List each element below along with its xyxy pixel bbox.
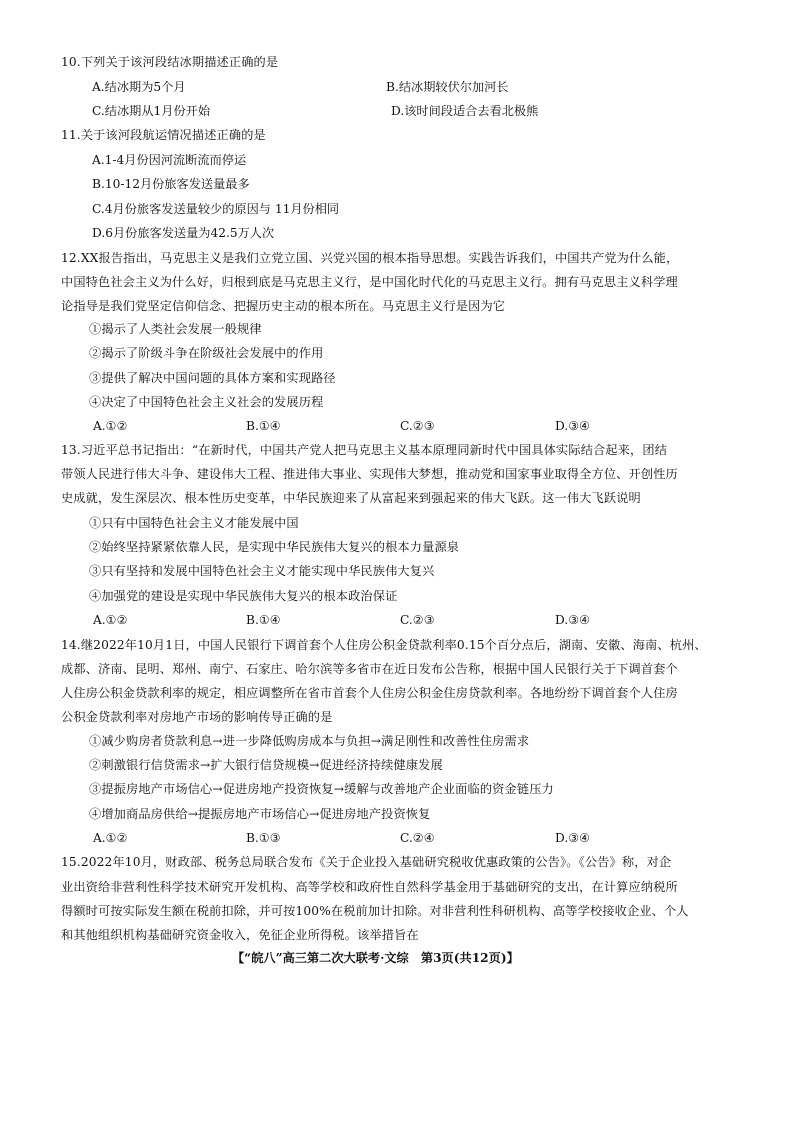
q12-item-1: ①揭示了人类社会发展一般规律 [89, 322, 262, 336]
q13-stem-line-3: 史成就，发生深层次、根本性历史变革，中华民族迎来了从富起来到强起来的伟大飞跃。这一伟大飞跃说明 [61, 491, 641, 505]
q13-item-1: ①只有中国特色社会主义才能发展中国 [89, 516, 299, 530]
q12-item-4: ④决定了中国特色社会主义社会的发展历程 [89, 395, 324, 409]
q14-stem-line-4: 公积金贷款利率对房地产市场的影响传导正确的是 [61, 710, 333, 724]
q13-option-a: A.①② [93, 613, 128, 627]
q12-stem-line-3: 论指导是我们党坚定信仰信念、把握历史主动的根本所在。马克思主义行是因为它 [61, 299, 506, 313]
q10-option-d: D.该时间段适合去看北极熊 [391, 104, 539, 118]
q15-stem-line-1: 15.2022年10月，财政部、税务总局联合发布《关于企业投入基础研究税收优惠政策的公告》。《公告》称，对企 [61, 855, 672, 869]
q11-option-a: A.1-4月份因河流断流而停运 [92, 153, 247, 167]
q13-item-3: ③只有坚持和发展中国特色社会主义才能实现中华民族伟大复兴 [89, 564, 435, 578]
q12-option-d: D.③④ [555, 419, 591, 433]
q11-option-c: C.4月份旅客发送量较少的原因与 11月份相同 [92, 202, 340, 216]
q13-item-4: ④加强党的建设是实现中华民族伟大复兴的根本政治保证 [89, 589, 398, 603]
q12-stem-line-2: 中国特色社会主义为什么好，归根到底是马克思主义行，是中国化时代化的马克思主义行。拥有马克思主义科学理 [61, 275, 678, 289]
q14-option-a: A.①② [93, 831, 128, 845]
q10-option-c: C.结冰期从1月份开始 [92, 104, 211, 118]
q10-stem: 10.下列关于该河段结冰期描述正确的是 [61, 55, 279, 69]
q14-item-2: ②刺激银行信贷需求→扩大银行信贷规模→促进经济持续健康发展 [89, 758, 443, 772]
q14-stem-line-2: 成都、济南、昆明、郑州、南宁、石家庄、哈尔滨等多省市在近日发布公告称，根据中国人民银行关于下调首套个 [61, 662, 678, 676]
q12-option-b: B.①④ [246, 419, 281, 433]
q11-option-d: D.6月份旅客发送量为42.5万人次 [92, 226, 275, 240]
q13-item-2: ②始终坚持紧紧依靠人民，是实现中华民族伟大复兴的根本力量源泉 [89, 540, 460, 554]
q12-item-3: ③提供了解决中国问题的具体方案和实现路径 [89, 371, 336, 385]
q10-option-a: A.结冰期为5个月 [92, 80, 186, 94]
q13-stem-line-1: 13.习近平总书记指出：“在新时代，中国共产党人把马克思主义基本原理同新时代中国具体实际结合起来，团结 [61, 443, 668, 457]
q14-item-3: ③提振房地产市场信心→促进房地产投资恢复→缓解与改善地产企业面临的资金链压力 [89, 782, 554, 796]
q15-stem-line-2: 业出资给非营利性科学技术研究开发机构、高等学校和政府性自然科学基金用于基础研究的支出，在计算应纳税所 [61, 880, 678, 894]
q14-stem-line-1: 14.继2022年10月1日，中国人民银行下调首套个人住房公积金贷款利率0.15个百分点后，湖南、安徽、海南、杭州、 [61, 638, 707, 652]
q12-option-c: C.②③ [400, 419, 435, 433]
q14-option-d: D.③④ [555, 831, 591, 845]
page-footer: 【“皖八”高三第二次大联考·文综 第3页(共12页)】 [232, 951, 519, 965]
q14-option-c: C.②④ [400, 831, 435, 845]
q12-item-2: ②揭示了阶级斗争在阶级社会发展中的作用 [89, 346, 324, 360]
q11-option-b: B.10-12月份旅客发送量最多 [92, 177, 250, 191]
q14-item-1: ①减少购房者贷款利息→进一步降低购房成本与负担→满足刚性和改善性住房需求 [89, 734, 530, 748]
q15-stem-line-4: 和其他组织机构基础研究资金收入，免征企业所得税。该举措旨在 [61, 928, 419, 942]
q14-option-b: B.①③ [246, 831, 281, 845]
q13-option-b: B.①④ [246, 613, 281, 627]
q13-option-d: D.③④ [555, 613, 591, 627]
q11-stem: 11.关于该河段航运情况描述正确的是 [61, 128, 266, 142]
q13-stem-line-2: 带领人民进行伟大斗争、建设伟大工程、推进伟大事业、实现伟大梦想，推动党和国家事业取得全方位、开创性历 [61, 467, 678, 481]
q14-item-4: ④增加商品房供给→提振房地产市场信心→促进房地产投资恢复 [89, 807, 431, 821]
q12-stem-line-1: 12.XX报告指出，马克思主义是我们立党立国、兴党兴国的根本指导思想。实践告诉我们，中国共产党为什么能， [61, 251, 679, 265]
q13-option-c: C.②③ [400, 613, 435, 627]
q12-option-a: A.①② [93, 419, 128, 433]
q10-option-b: B.结冰期较伏尔加河长 [386, 80, 509, 94]
q15-stem-line-3: 得额时可按实际发生额在税前扣除，并可按100%在税前加计扣除。对非营利性科研机构、高等学校接收企业、个人 [61, 904, 689, 918]
q14-stem-line-3: 人住房公积金贷款利率的规定，相应调整所在省市首套个人住房公积金住房贷款利率。各地纷纷下调首套个人住房 [61, 686, 678, 700]
